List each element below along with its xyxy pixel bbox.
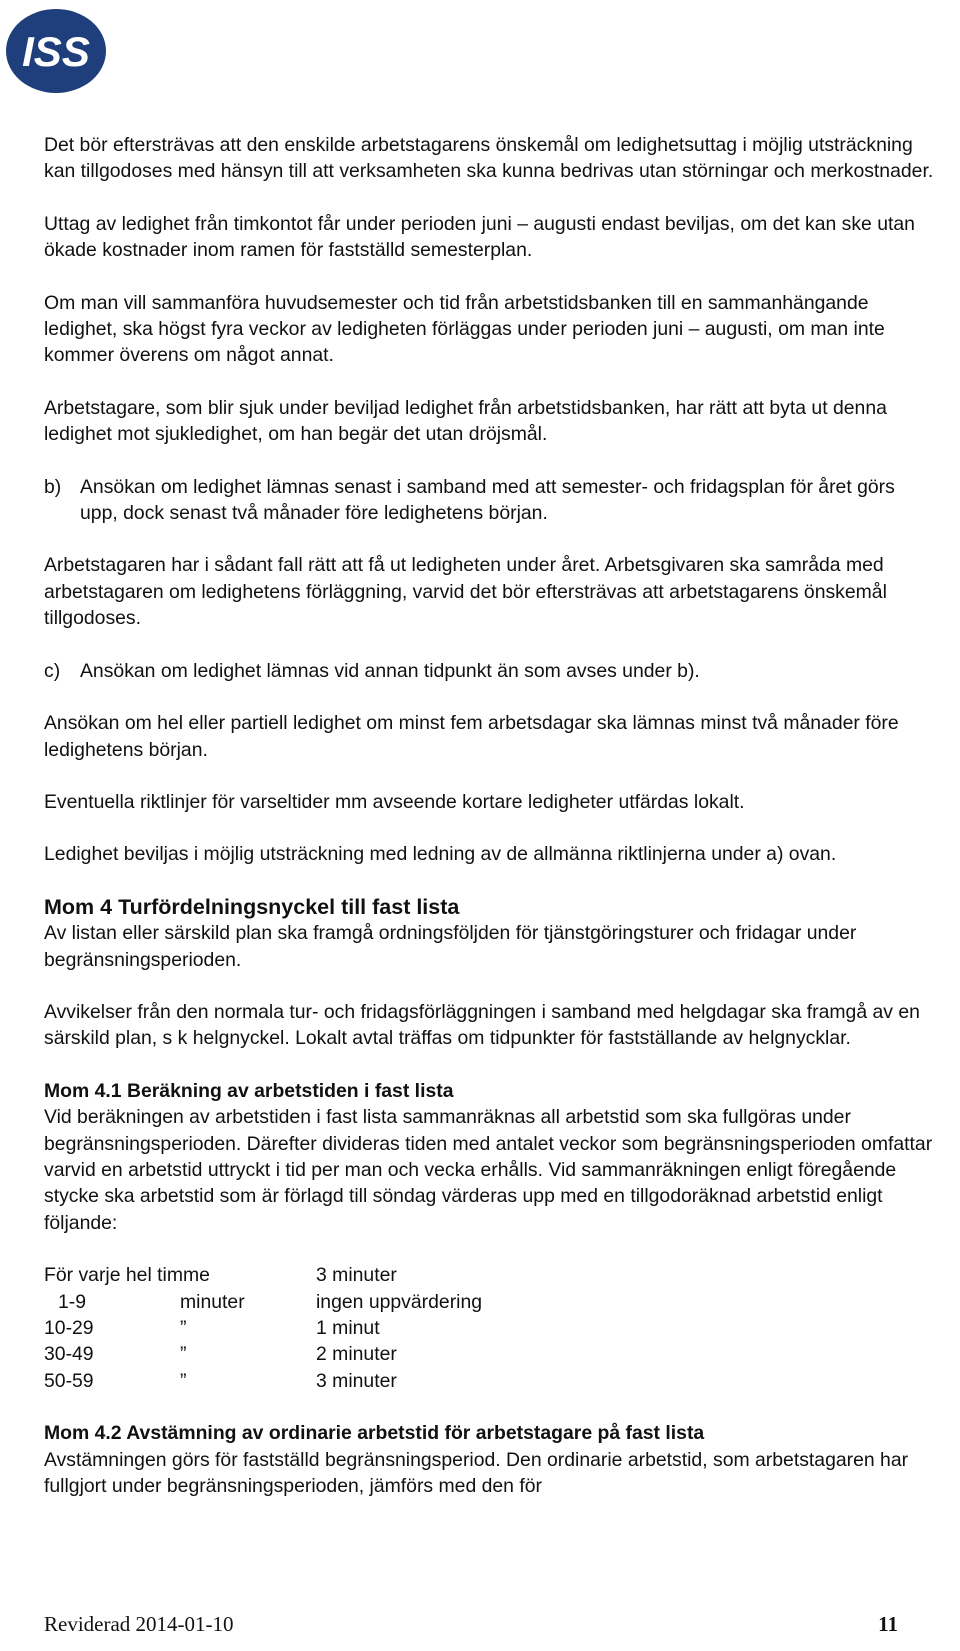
table-cell-label: För varje hel timme [44,1264,210,1287]
table-cell-unit: ” [180,1343,187,1366]
table-cell-value: 1 minut [316,1316,380,1339]
paragraph: Vid beräkningen av arbetstiden i fast lista sammanräknas all arbetstid som ska fullgöras under begränsningsperioden. Därefter divideras tiden med antalet veckor som begränsningsperioden omfattar varvid en arbetstid uttryckt i tid per man och vecka erhålls. Vid sammanräkningen enligt föregående stycke ska arbetstid som är förlagd till söndag värderas upp med en tillgodoräknad arbetstid enligt följande: [44,1106,933,1234]
document-body [44,132,934,1499]
table-cell-unit: ” [180,1316,187,1339]
section-heading-mom41: Mom 4.1 Beräkning av arbetstiden i fast lista [44,1079,454,1102]
sunday-valuation-table [44,1262,934,1394]
table-cell-value: ingen uppvärdering [316,1290,483,1313]
table-row [44,1289,934,1315]
table-row [44,1368,934,1394]
paragraph: Arbetstagare, som blir sjuk under beviljad ledighet från arbetstidsbanken, har rätt att byta ut denna ledighet mot sjukledighet, om han begär det utan dröjsmål. [44,396,887,446]
table-row [44,1341,934,1367]
table-cell-range: 1-9 [58,1290,87,1313]
list-item-b [44,474,934,527]
paragraph: Ledighet beviljas i möjlig utsträckning med ledning av de allmänna riktlinjerna under a) ovan. [44,843,837,866]
iss-logo [4,6,108,96]
paragraph: Av listan eller särskild plan ska framgå ordningsföljden för tjänstgöringsturer och fridagar under begränsningsperioden. [44,922,857,971]
list-marker: c) [44,659,61,682]
paragraph: Avvikelser från den normala tur- och fridagsförläggningen i samband med helgdagar ska framgå av en särskild plan, s k helgnyckel. Lokalt avtal träffas om tidpunkter för fastställande av helgnycklar. [44,1000,920,1050]
paragraph: Arbetstagaren har i sådant fall rätt att få ut ledigheten under året. Arbetsgivaren ska samråda med arbetstagaren om ledighetens förläggning, varvid det bör eftersträvas att arbetstagarens önskemål tillgodoses. [44,554,887,630]
table-cell-unit: ” [180,1369,187,1392]
revision-date: Reviderad 2014-01-10 [44,1612,234,1636]
table-cell-unit: minuter [180,1290,245,1313]
paragraph: Eventuella riktlinjer för varseltider mm avseende kortare ledigheter utfärdas lokalt. [44,790,745,813]
paragraph: Ansökan om hel eller partiell ledighet om minst fem arbetsdagar ska lämnas minst två månader före ledighetens början. [44,712,899,761]
logo-text: ISS [22,28,90,75]
page-number: 11 [878,1612,898,1636]
table-cell-range: 10-29 [44,1316,94,1339]
paragraph: Det bör eftersträvas att den enskilde arbetstagarens önskemål om ledighetsuttag i möjlig utsträckning kan tillgodoses med hänsyn till att verksamheten ska kunna bedrivas utan störningar och merkostnader. [44,134,934,183]
table-cell-value: 3 minuter [316,1369,397,1392]
list-marker: b) [44,475,62,498]
section-heading-mom4: Mom 4 Turfördelningsnyckel till fast lista [44,894,460,919]
table-cell-value: 3 minuter [316,1264,397,1287]
list-text: Ansökan om ledighet lämnas vid annan tidpunkt än som avses under b). [80,659,700,682]
paragraph: Avstämningen görs för fastställd begränsningsperiod. Den ordinarie arbetstid, som arbetstagaren har fullgjort under begränsningsperioden, jämförs med den för [44,1448,909,1497]
section-heading-mom42: Mom 4.2 Avstämning av ordinarie arbetstid för arbetstagare på fast lista [44,1422,705,1445]
list-text: Ansökan om ledighet lämnas senast i samband med att semester- och fridagsplan för året görs upp, dock senast två månader före ledighetens början. [80,475,895,525]
paragraph: Om man vill sammanföra huvudsemester och tid från arbetstidsbanken till en sammanhängande ledighet, ska högst fyra veckor av ledigheten förläggas under perioden juni – augusti, om man inte kommer överens om något annat. [44,291,885,367]
table-row [44,1262,934,1288]
list-item-c [44,658,934,684]
table-row [44,1315,934,1341]
page-footer [44,1612,898,1637]
table-cell-value: 2 minuter [316,1343,397,1366]
table-cell-range: 30-49 [44,1343,94,1366]
paragraph: Uttag av ledighet från timkontot får under perioden juni – augusti endast beviljas, om det kan ske utan ökade kostnader inom ramen för fastställd semesterplan. [44,212,915,262]
table-cell-range: 50-59 [44,1369,94,1392]
